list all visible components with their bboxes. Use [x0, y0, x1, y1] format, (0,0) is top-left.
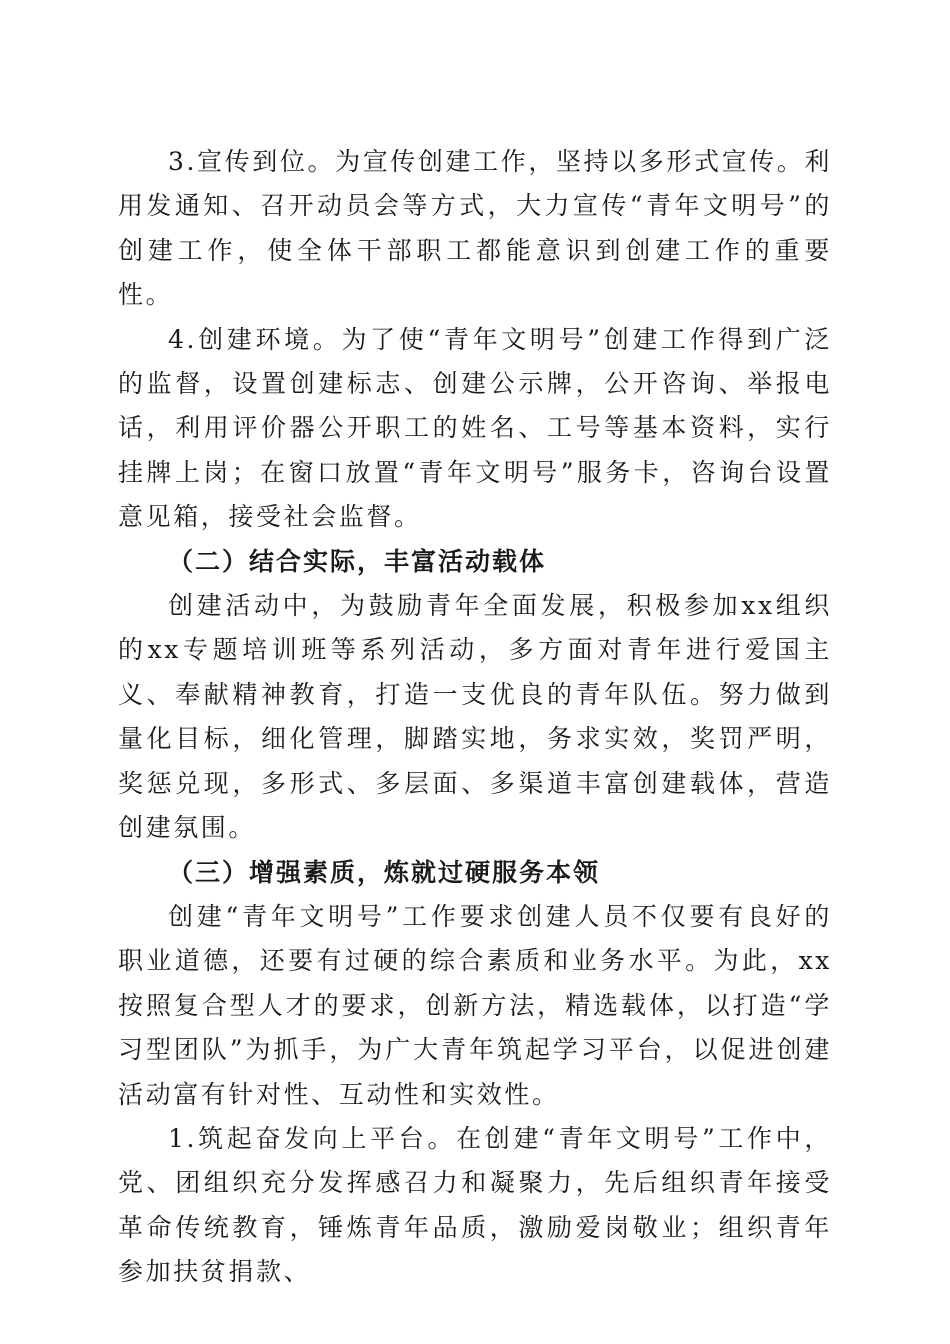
section-heading-3: （三）增强素质，炼就过硬服务本领	[168, 857, 601, 887]
paragraph-activities: 创建活动中，为鼓励青年全面发展，积极参加xx组织的xx专题培训班等系列活动，多方面对青年进行爱国主义、奉献精神教育，打造一支优良的青年队伍。努力做到量化目标，细化管理，脚踏实地，务求实效，奖罚严明，奖惩兑现，多形式、多层面、多渠道丰富创建载体，营造创建氛围。	[118, 591, 832, 843]
section-heading-2: （二）结合实际，丰富活动载体	[168, 546, 547, 576]
paragraph-publicity: 3.宣传到位。为宣传创建工作，坚持以多形式宣传。利用发通知、召开动员会等方式，大力宣传“青年文明号”的创建工作，使全体干部职工都能意识到创建工作的重要性。	[118, 147, 832, 310]
paragraph-quality: 创建“青年文明号”工作要求创建人员不仅要有良好的职业道德，还要有过硬的综合素质和业务水平。为此，xx按照复合型人才的要求，创新方法，精选载体，以打造“学习型团队”为抓手，为广大青年筑起学习平台，以促进创建活动富有针对性、互动性和实效性。	[118, 901, 832, 1109]
paragraph-environment: 4.创建环境。为了使“青年文明号”创建工作得到广泛的监督，设置创建标志、创建公示牌，公开咨询、举报电话，利用评价器公开职工的姓名、工号等基本资料，实行挂牌上岗；在窗口放置“青年文明号”服务卡，咨询台设置意见箱，接受社会监督。	[118, 324, 832, 532]
document-body	[118, 140, 832, 1295]
paragraph-platform: 1.筑起奋发向上平台。在创建“青年文明号”工作中，党、团组织充分发挥感召力和凝聚力，先后组织青年接受革命传统教育，锤炼青年品质，激励爱岗敬业；组织青年参加扶贫捐款、	[118, 1123, 832, 1287]
